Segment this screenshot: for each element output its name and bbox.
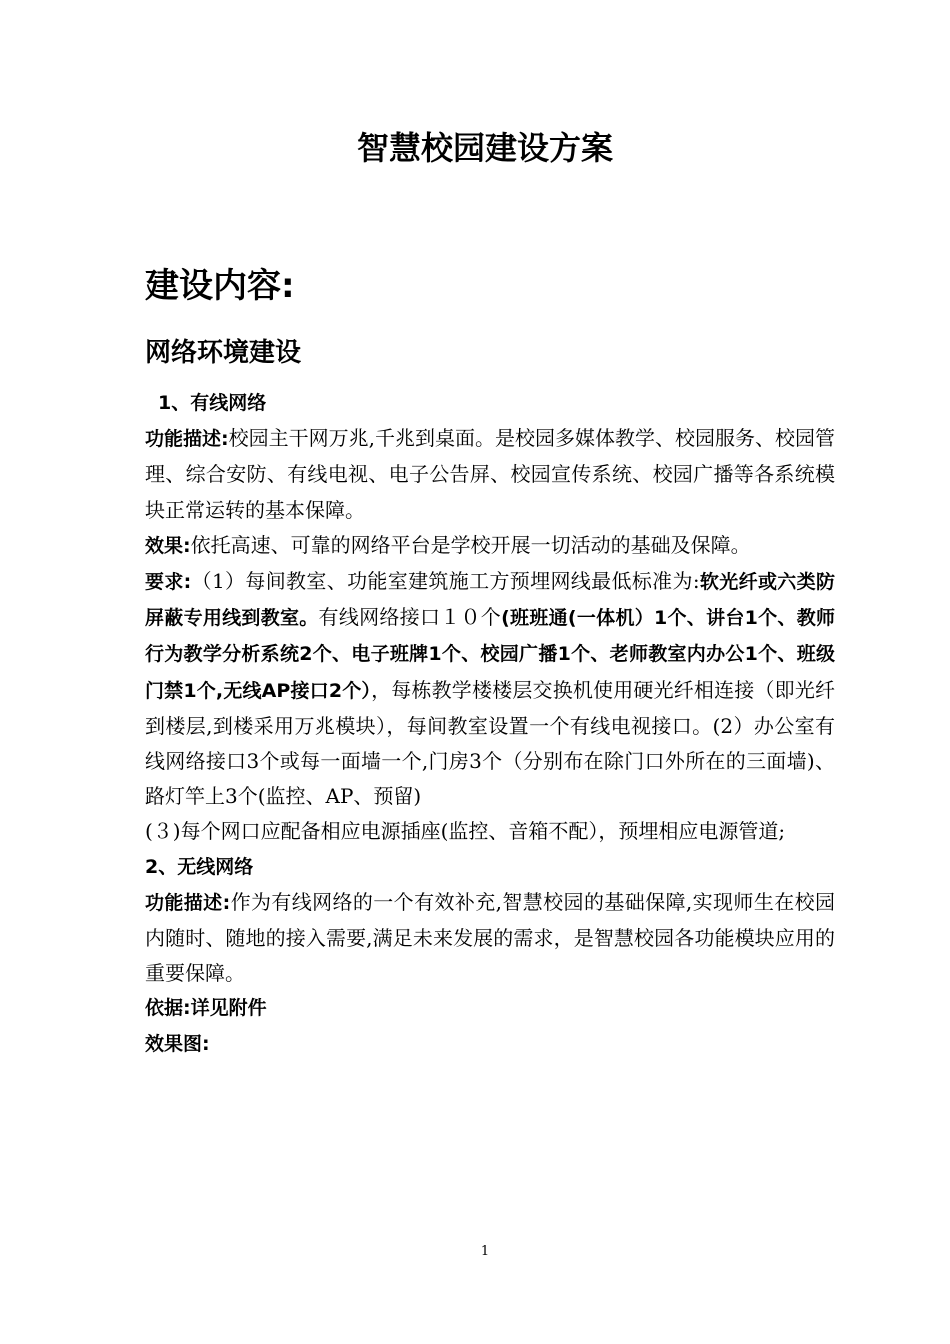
effect-text: 依托高速、可靠的网络平台是学校开展一切活动的基础及保障。	[190, 532, 751, 557]
requirement-bold-2: (班班通(一体机）1个、讲台1个、教师行为教学分析系统2个、电子班牌1个、校园广播1个、老师教室内办公1个、班级门禁1个,无线AP接口2个）	[145, 607, 835, 702]
wired-requirement-paragraph	[145, 564, 835, 814]
basis-line: 依据:详见附件	[145, 997, 267, 1020]
wired-function-paragraph	[145, 421, 835, 528]
function-text: 校园主干网万兆,千兆到桌面。是校园多媒体教学、校园服务、校园管理、综合安防、有线电视、电子公告屏、校园宣传系统、校园广播等各系统模块正常运转的基本保障。	[145, 426, 835, 522]
subsection-heading: 网络环境建设	[145, 338, 302, 368]
function-label: 功能描述:	[145, 891, 231, 914]
section-heading: 建设内容:	[145, 266, 295, 306]
document-title: 智慧校园建设方案	[356, 129, 613, 167]
function-label: 功能描述:	[145, 428, 229, 451]
requirement-bold-1: 软光纤或六类防屏蔽专用线到教室。	[145, 571, 835, 630]
document-body	[145, 386, 835, 1062]
wired-network-heading: 1、有线网络	[158, 392, 267, 414]
requirement-text-3: ，每栋教学楼楼层交换机使用硬光纤相连接（即光纤到楼层,到楼采用万兆模块），每间教室设置一个有线电视接口。(2）办公室有线网络接口3个或每一面墙一个,门房3个（分别布在除门口外所在的三面墙)、路灯竿上3个(监控、AP、预留)	[145, 677, 835, 809]
page-number: 1	[480, 1244, 490, 1259]
wireless-function-paragraph	[145, 885, 835, 992]
function-text: 作为有线网络的一个有效补充,智慧校园的基础保障,实现师生在校园内随时、随地的接入需要,满足未来发展的需求，是智慧校园各功能模块应用的重要保障。	[145, 889, 835, 986]
requirement-text-1: （1）每间教室、功能室建筑施工方预埋网线最低标准为:	[191, 569, 700, 594]
figure-label: 效果图:	[145, 1032, 210, 1055]
requirement-text-2: 有线网络接口１０个	[318, 605, 502, 630]
effect-label: 效果:	[145, 534, 191, 557]
requirement-label: 要求:	[145, 571, 192, 594]
wired-effect-paragraph	[145, 528, 835, 564]
wireless-network-heading: 2、无线网络	[145, 855, 254, 878]
requirement-item-3: (３)每个网口应配备相应电源插座(监控、音箱不配），预埋相应电源管道;	[145, 819, 786, 844]
